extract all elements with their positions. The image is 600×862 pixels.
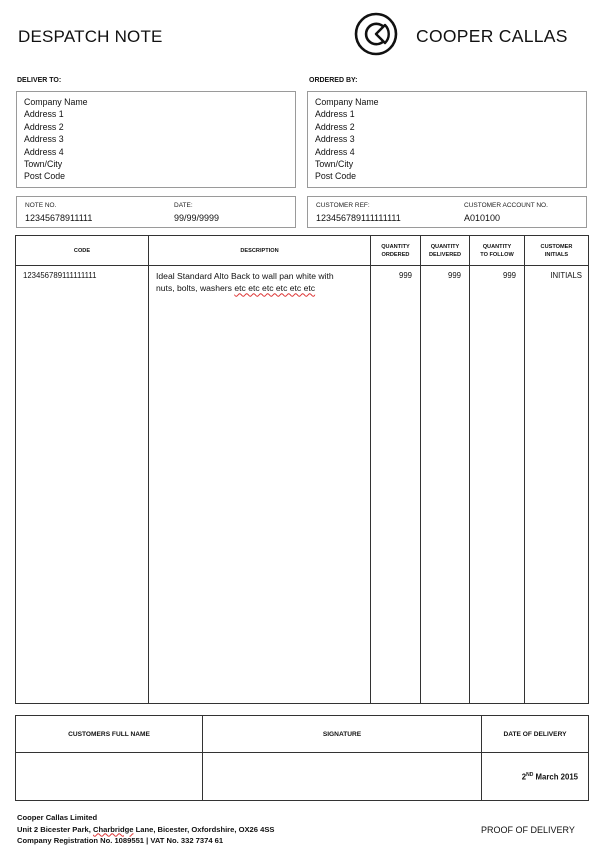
items-table xyxy=(15,235,589,704)
footer-company-name: Cooper Callas Limited xyxy=(17,813,98,822)
deliver-to-line: Company Name xyxy=(24,97,88,107)
header-qty-ordered xyxy=(371,236,421,266)
delivery-date-rest: March 2015 xyxy=(533,772,578,782)
footer-address-marked: Charbridge xyxy=(92,824,134,834)
header-customer-initials-line2: INITIALS xyxy=(544,251,569,258)
header-customer-initials xyxy=(525,236,589,266)
header-qty-ordered-line1: QUANTITY xyxy=(381,243,410,250)
row-code: 123456789111111111 xyxy=(23,271,97,280)
header-description: DESCRIPTION xyxy=(149,236,371,266)
footer-address-post: Lane, Bicester, Oxfordshire, OX26 4SS xyxy=(133,824,275,834)
deliver-to-heading: DELIVER TO: xyxy=(17,77,62,84)
footer-address-pre: Unit 2 Bicester Park, xyxy=(17,824,93,834)
date-label: DATE: xyxy=(174,202,193,209)
brand-name: COOPER CALLAS xyxy=(416,26,568,46)
note-no-label: NOTE NO. xyxy=(25,202,57,209)
row-qty-to-follow-cell xyxy=(470,266,525,704)
ordered-by-line: Address 2 xyxy=(315,121,355,132)
account-value: A010100 xyxy=(464,213,501,223)
header-qty-delivered-line2: DELIVERED xyxy=(428,251,461,258)
header-code: CODE xyxy=(16,236,149,266)
ordered-by-line: Post Code xyxy=(315,171,357,182)
document-title: DESPATCH NOTE xyxy=(18,27,163,46)
delivery-date-suffix: ND xyxy=(526,771,534,778)
header-qty-to-follow-line2: TO FOLLOW xyxy=(480,251,514,258)
row-description-cell xyxy=(149,266,371,704)
footer-company-details xyxy=(17,812,274,847)
ordered-by-line: Address 3 xyxy=(315,134,355,145)
signature-field[interactable] xyxy=(203,753,482,801)
row-description-marked: etc etc etc etc etc etc xyxy=(234,283,316,294)
customer-ref-label: CUSTOMER REF: xyxy=(316,202,370,209)
date-value: 99/99/9999 xyxy=(174,213,220,223)
note-no-value: 12345678911111 xyxy=(25,213,93,223)
items-header-row xyxy=(16,236,589,266)
header-qty-to-follow-line1: QUANTITY xyxy=(482,243,512,250)
signoff-value-row xyxy=(16,753,589,801)
cc-circle-logo-icon xyxy=(354,12,408,56)
brand-logo xyxy=(354,12,586,56)
signature-label: SIGNATURE xyxy=(203,716,482,753)
ordered-by-line: Address 1 xyxy=(315,109,355,120)
row-initials-cell xyxy=(525,266,589,704)
delivery-date-cell xyxy=(482,753,589,801)
row-code-cell xyxy=(16,266,149,704)
customer-name-label: CUSTOMERS FULL NAME xyxy=(16,716,203,753)
row-initials: INITIALS xyxy=(550,271,582,280)
row-qty-ordered: 999 xyxy=(398,271,412,280)
row-qty-delivered: 999 xyxy=(447,271,461,280)
header-qty-delivered-line1: QUANTITY xyxy=(430,243,460,250)
row-description-line1: Ideal Standard Alto Back to wall pan white with xyxy=(156,271,334,281)
ordered-by-line: Address 4 xyxy=(315,146,355,157)
row-qty-to-follow: 999 xyxy=(502,271,516,280)
deliver-to-line: Address 4 xyxy=(24,146,64,157)
proof-of-delivery-label: PROOF OF DELIVERY xyxy=(481,825,575,835)
footer-address xyxy=(17,824,274,836)
ordered-by-heading: ORDERED BY: xyxy=(309,77,358,84)
deliver-to-line: Address 3 xyxy=(24,134,64,145)
account-label: CUSTOMER ACCOUNT NO. xyxy=(464,202,548,209)
customer-name-field[interactable] xyxy=(16,753,203,801)
row-description-line2: nuts, bolts, washers xyxy=(156,283,235,294)
header-qty-delivered xyxy=(421,236,470,266)
ordered-by-box xyxy=(307,91,587,188)
footer-registration: Company Registration No. 1089551 | VAT No. 332 7374 61 xyxy=(17,836,224,845)
row-description xyxy=(149,266,370,295)
row-qty-ordered-cell xyxy=(371,266,421,704)
signoff-table xyxy=(15,715,589,801)
header-qty-to-follow xyxy=(470,236,525,266)
deliver-to-line: Town/City xyxy=(24,159,63,170)
note-info-box xyxy=(16,196,296,228)
deliver-to-line: Address 2 xyxy=(24,121,64,132)
ordered-by-line: Company Name xyxy=(315,97,379,107)
deliver-to-line: Post Code xyxy=(24,171,66,182)
customer-info-box xyxy=(307,196,587,228)
deliver-to-box xyxy=(16,91,296,188)
table-row xyxy=(16,266,589,704)
row-qty-delivered-cell xyxy=(421,266,470,704)
signoff-header-row xyxy=(16,716,589,753)
customer-ref-value: 123456789111111111 xyxy=(316,213,401,223)
ordered-by-line: Town/City xyxy=(315,159,354,170)
header-qty-ordered-line2: ORDERED xyxy=(381,251,410,258)
deliver-to-line: Address 1 xyxy=(24,109,64,120)
header-customer-initials-line1: CUSTOMER xyxy=(540,243,573,250)
delivery-date-day: 2 xyxy=(521,772,527,782)
delivery-date-label: DATE OF DELIVERY xyxy=(482,716,589,753)
